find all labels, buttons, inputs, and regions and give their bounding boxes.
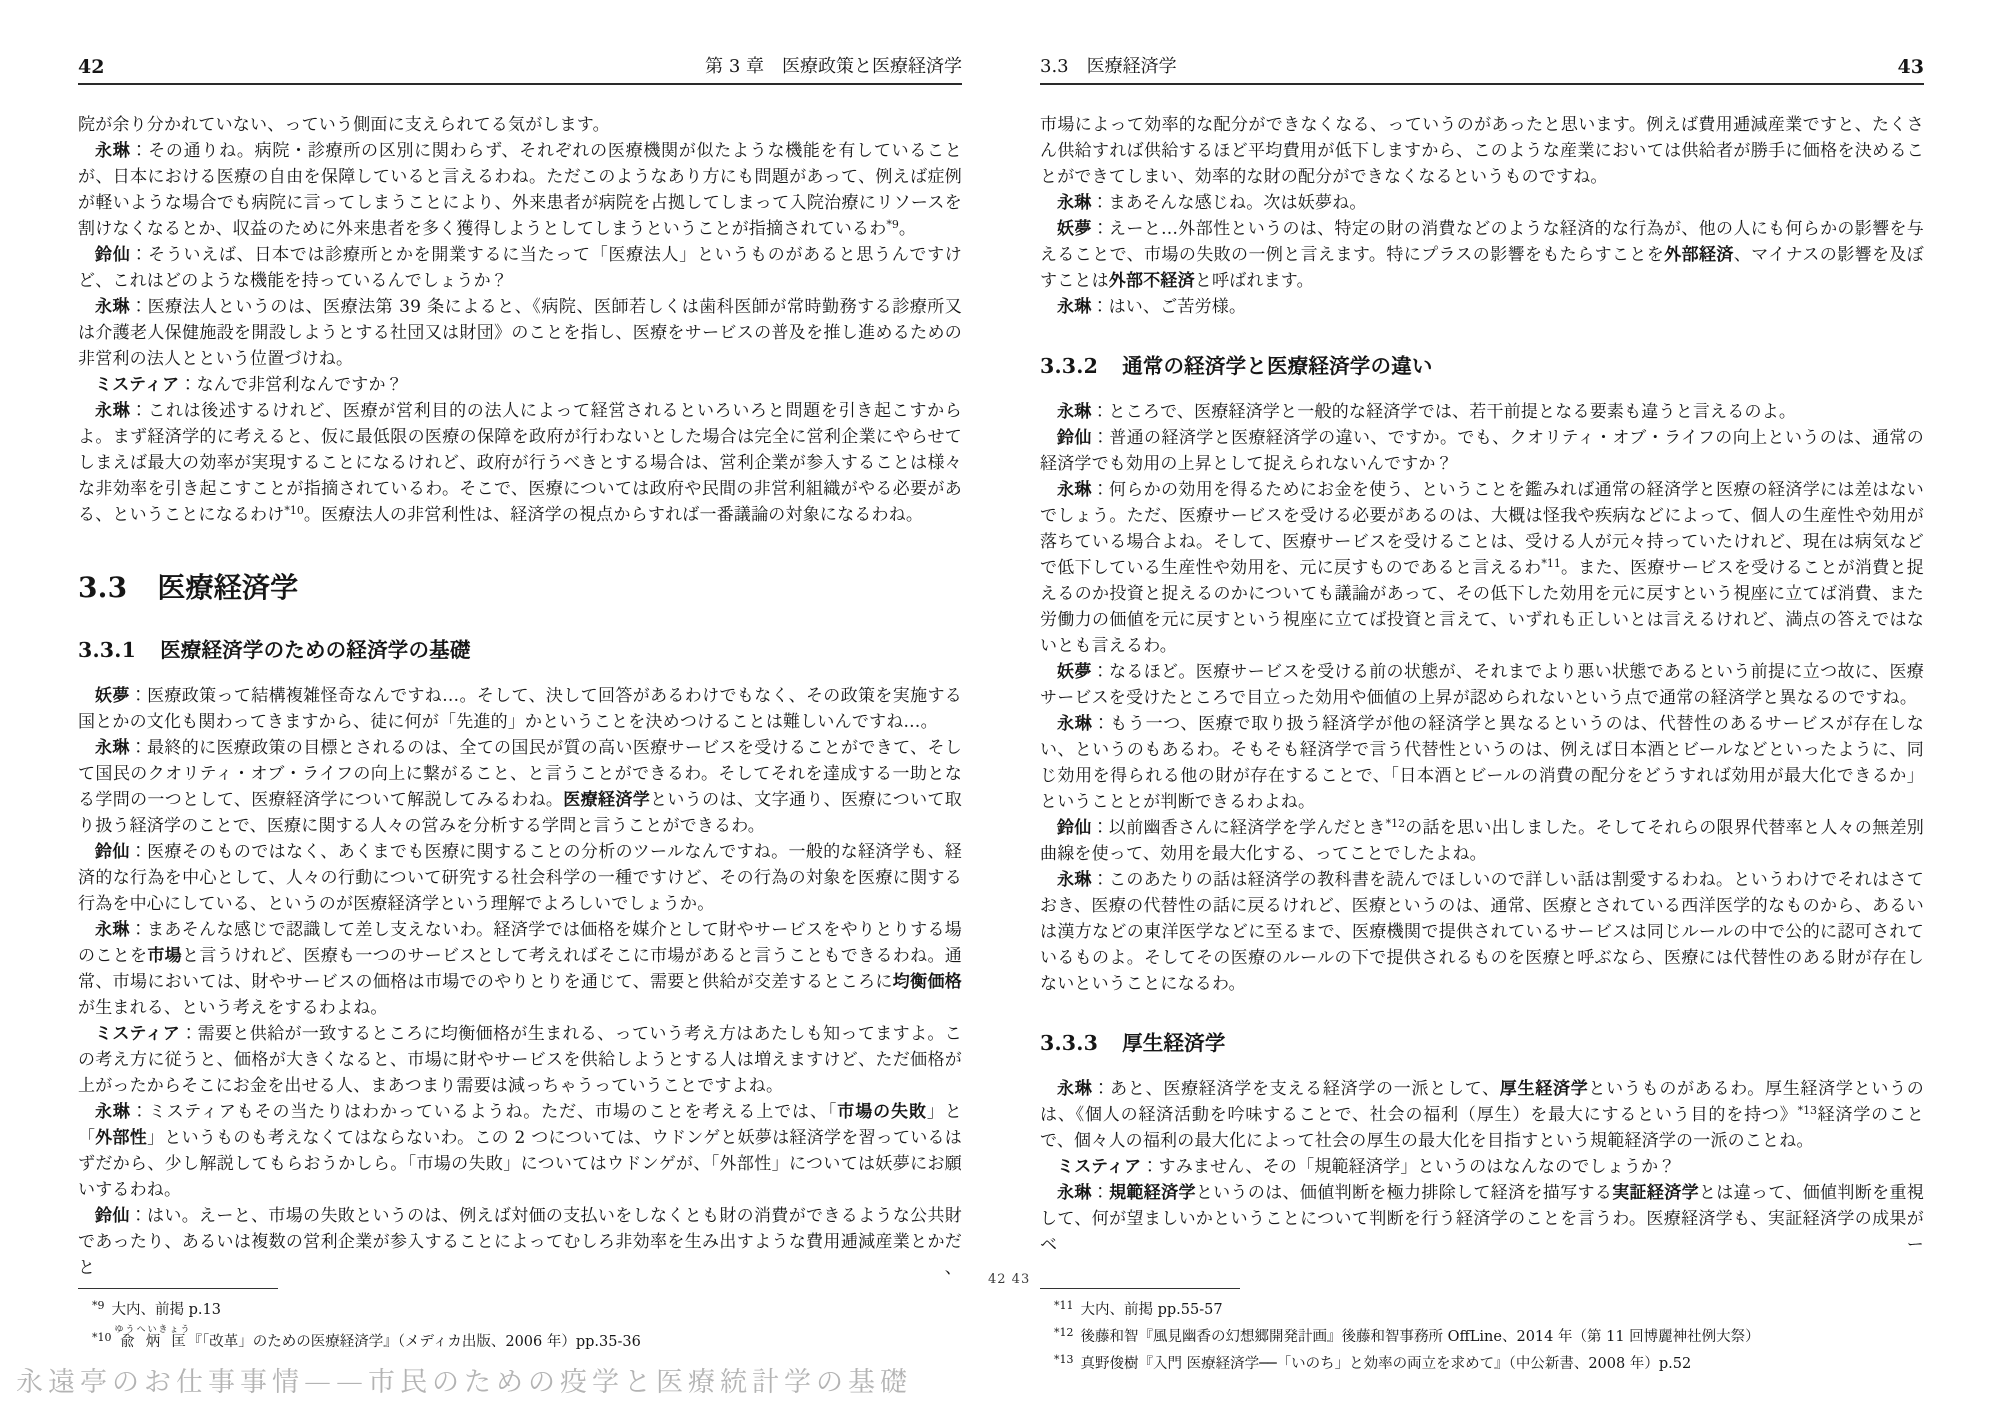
footnote-ref: *13 [1797, 1104, 1818, 1117]
text-segment: ：需要と供給が一致するところに均衡価格が生まれる、っていう考え方はあたしも知ってますよ。この考え方に従うと、価格が大きくなると、市場に財やサービスを供給しようとする人は増えますけど、ただ価格が上がったからそこにお金を出せる人、まあつまり需要は減っちゃうっていうことですよね。 [78, 1024, 962, 1096]
watermark-title: 永遠亭のお仕事事情——市民のための疫学と医療統計学の基礎 [16, 1367, 912, 1398]
text-segment: ：なるほど。医療サービスを受ける前の状態が、それまでより悪い状態であるという前提に立つ故に、医療サービスを受けたところで目立った効用や価値の上昇が認められないという点で通常の経済学と異なるのですね。 [1040, 662, 1924, 708]
text-segment: 院が余り分かれていない、っていう側面に支えられてる気がします。 [78, 115, 610, 135]
key-term: 医療経済学 [563, 790, 651, 810]
speaker-name: 永琳 [95, 401, 131, 421]
heading-number: 3.3.1 [78, 638, 137, 662]
text-segment: 。また、医療サービスを受けることが消費と捉えるのか投資と捉えるのかについても議論があって、その低下した効用を元に戻すという視座に立てば消費、また労働力の価値を元に戻すという視座に立てば投資と言えて、いずれも正しいとは言えるけれど、満点の答えではないとも言えるわ。 [1040, 558, 1924, 656]
text-segment: 」と「 [78, 1102, 963, 1148]
footnotes [1040, 1288, 1924, 1379]
paragraph [1040, 815, 1924, 867]
text-segment: 『「改革」のための医療経済学』（メディカ出版、2006 年）pp.35-36 [187, 1334, 641, 1350]
paragraph [1040, 399, 1924, 425]
key-term: 市場 [147, 946, 183, 966]
heading-number: 3.3.2 [1040, 354, 1099, 378]
text-segment: 大内、前掲 p.13 [111, 1302, 221, 1318]
text-segment: ：ところで、医療経済学と一般的な経済学では、若干前提となる要素も違うと言えるのよ。 [1091, 402, 1797, 422]
text-segment: の話を思い出しました。そしてそれらの限界代替率と人々の無差別曲線を使って、効用を最大化する、ってことでしたよね。 [1040, 818, 1924, 864]
heading-title: 厚生経済学 [1122, 1031, 1226, 1055]
text-segment: 大内、前掲 pp.55-57 [1080, 1302, 1223, 1318]
heading-title: 医療経済学 [157, 571, 299, 604]
footnote [1054, 1325, 1924, 1350]
text-segment: というのは、価値判断を極力排除して経済を描写する [1195, 1183, 1613, 1203]
speaker-name: 永琳 [95, 141, 131, 161]
text-segment: が生まれる、という考えをするわよね。 [78, 998, 388, 1018]
text-segment: ：ミスティアもその当たりはわかっているようね。ただ、市場のことを考える上では、「 [130, 1102, 838, 1122]
paragraph [1040, 190, 1924, 216]
footnote-marker: *13 [1054, 1353, 1074, 1366]
heading-title: 医療経済学のための経済学の基礎 [160, 638, 471, 662]
speaker-name: 永琳 [1057, 714, 1093, 734]
text-segment: と言うけれど、医療も一つのサービスとして考えればそこに市場があると言うこともできるわね。通常、市場においては、財やサービスの価格は市場でのやりとりを通じて、需要と供給が交差するところに [78, 946, 962, 992]
speaker-name: 永琳 [1057, 480, 1092, 500]
footnote-marker: *10 [92, 1331, 112, 1344]
text-segment: ：医療法人というのは、医療法第 39 条によると、《病院、医師若しくは歯科医師が常時勤務する診療所又は介護老人保健施設を開設しようとする社団又は財団》のことを指し、医療をサービスの普及を推し進めるための非営利の法人とという位置づけね。 [78, 297, 963, 369]
footnote-marker: *12 [1054, 1326, 1074, 1339]
page-43 [1040, 0, 1924, 1412]
footnote-ref: *10 [284, 504, 304, 517]
key-term: 外部性 [95, 1128, 148, 1148]
text-segment: ：はい、ご苦労様。 [1091, 297, 1247, 317]
paragraph [1040, 1154, 1924, 1180]
heading-number: 3.3 [78, 571, 128, 604]
text-segment: ：はい。えーと、市場の失敗というのは、例えば対価の支払いをしなくとも財の消費ができるような公共財であったり、あるいは複数の営利企業が参入することによってむしろ非効率を生み出すような費用逓減産業とかだと、 [78, 1206, 962, 1278]
text-segment: ：このあたりの話は経済学の教科書を読んでほしいので詳しい話は割愛するわね。というわけでそれはさておき、医療の代替性の話に戻るけれど、医療というのは、通常、医療とされている西洋医学的なものから、あるいは漢方などの東洋医学などに至るまで、医療機関で提供されているサービスは同じルールの中で公的に認可されているものよ。そしてその医療のルールの下で提供されるものを医療と呼ぶなら、医療には代替性のある財が存在しないということになるわ。 [1040, 870, 1924, 994]
key-term: 市場の失敗 [837, 1102, 927, 1122]
heading-title: 通常の経済学と医療経済学の違い [1122, 354, 1433, 378]
paragraph [78, 917, 962, 1021]
text-segment: ：普通の経済学と医療経済学の違い、ですか。でも、クオリティ・オブ・ライフの向上というのは、通常の経済学でも効用の上昇として捉えられないんですか？ [1040, 428, 1924, 474]
text-segment: ：何らかの効用を得るためにお金を使う、ということを鑑みれば通常の経済学と医療の経済学には差はないでしょう。ただ、医療サービスを受ける必要があるのは、大概は怪我や疾病などによって、個人の生産性や効用が落ちている場合よね。そして、医療サービスを受けることは、受ける人が元々持っていたけれど、現在は病気などで低下している生産性や効用を、元に戻すものであると言えるわ [1040, 480, 1924, 578]
key-term: 外部不経済 [1108, 271, 1195, 291]
paragraph [1040, 1076, 1924, 1154]
text-segment: というのは、文字通り、医療について取り扱う経済学のことで、医療に関する人々の営みを分析する学問と言うことができるわ。 [78, 790, 962, 836]
speaker-name: ミスティア [1057, 1157, 1142, 1177]
footnote-marker: *11 [1054, 1299, 1074, 1312]
text-segment: 真野俊樹『入門 医療経済学──「いのち」と効率の両立を求めて』（中公新書、2008 年）p.52 [1080, 1356, 1692, 1372]
text-segment: ：医療そのものではなく、あくまでも医療に関することの分析のツールなんですね。一般的な経済学も、経済的な行為を中心として、人々の行動について研究する社会科学の一種ですけど、その行為の対象を医療に関する行為を中心にしている、というのが医療経済学という理解でよろしいでしょうか。 [78, 842, 963, 914]
text-segment: 経済学のことで、個々人の福利の最大化によって社会の厚生の最大化を目指すという規範経済学の一派のことね。 [1040, 1105, 1925, 1151]
paragraph [78, 683, 962, 735]
text-segment: ： [1091, 1183, 1110, 1203]
text-segment: ：えーと…外部性というのは、特定の財の消費などのような経済的な行為が、他の人にも何らかの影響を与えることで、市場の失敗の一例と言えます。特にプラスの影響をもたらすことを [1040, 219, 1924, 265]
subsection-heading [1040, 1031, 1924, 1056]
paragraph [78, 294, 962, 372]
text-segment: とは違って、価値判断を重視して、何が望ましいかということについて判断を行う経済学のことを言うわ。医療経済学も、実証経済学の成果がベー [1040, 1183, 1925, 1255]
paragraph [78, 735, 962, 839]
footnote [92, 1298, 962, 1323]
speaker-name: 永琳 [95, 920, 130, 940]
footnote-rule [1040, 1288, 1240, 1289]
text-segment: 市場によって効率的な配分ができなくなる、っていうのがあったと思います。例えば費用逓減産業ですと、たくさん供給すれば供給するほど平均費用が低下しますから、このような産業においては供給者が勝手に価格を決めることができてしまい、効率的な財の配分ができなくなるというものですね。 [1040, 115, 1924, 187]
page-number: 42 [78, 56, 105, 78]
paragraph [1040, 294, 1924, 320]
paragraph [78, 138, 962, 242]
ruby-name: 兪炳匡ゆうへいきょう [114, 1325, 192, 1350]
footnote-ref: *11 [1541, 557, 1561, 570]
running-header-chapter: 第 3 章 医療政策と医療経済学 [705, 56, 962, 77]
speaker-name: 永琳 [1057, 1183, 1092, 1203]
paragraph [1040, 867, 1924, 997]
text-segment: ：もう一つ、医療で取り扱う経済学が他の経済学と異なるというのは、代替性のあるサービスが存在しない、というのもあるわ。そもそも経済学で言う代替性というのは、例えば日本酒とビールなどといったように、同じ効用を得られる他の財が存在することで、「日本酒とビールの消費の配分をどうすれば効用が最大化できるか」ということとが判断できるわよね。 [1040, 714, 1924, 812]
paragraph [78, 1021, 962, 1099]
speaker-name: ミスティア [95, 375, 180, 395]
text-segment: と呼ばれます。 [1194, 271, 1314, 291]
paragraph [78, 398, 962, 528]
speaker-name: 永琳 [1057, 1079, 1093, 1099]
text-segment: ：その通りね。病院・診療所の区別に関わらず、それぞれの医療機関が似たような機能を有していることが、日本における医療の自由を保障していると言えるわね。ただこのようなあり方にも問題があって、例えば症例が軽いような場合でも病院に言ってしまうことにより、外来患者が病院を占拠してしまって入院治療にリソースを割けなくなるとか、収益のために外来患者を多く獲得しようとしてしまうということが指摘されているわ [78, 141, 962, 239]
page-number: 43 [1897, 56, 1924, 78]
paragraph [1040, 659, 1924, 711]
footnote-marker: *9 [92, 1299, 105, 1312]
text-segment: ：なんで非営利なんですか？ [179, 375, 403, 395]
text-segment: ：これは後述するけれど、医療が営利目的の法人によって経営されるといろいろと問題を引き起こすからよ。まず経済学的に考えると、仮に最低限の医療の保障を政府が行わないとした場合は完全に営利企業にやらせてしまえば最大の効率が実現することになるけれど、政府が行うべきとする場合は、営利企業が参入することは様々な非効率を引き起こすことが指摘されているわ。そこで、医療については政府や民間の非営利組織がやる必要がある、ということになるわけ [78, 401, 962, 525]
speaker-name: 鈴仙 [95, 1206, 130, 1226]
text-segment: 、マイナスの影響を及ぼすことは [1040, 245, 1924, 291]
footnote [92, 1325, 962, 1355]
key-term: 外部経済 [1664, 245, 1734, 265]
paragraph [78, 112, 962, 138]
speaker-name: 永琳 [1057, 870, 1092, 890]
speaker-name: 鈴仙 [1057, 818, 1092, 838]
page-header [1040, 56, 1924, 85]
page-42 [78, 0, 962, 1412]
paragraph [1040, 112, 1924, 190]
speaker-name: 妖夢 [95, 686, 130, 706]
key-term: 均衡価格 [892, 972, 962, 992]
speaker-name: 鈴仙 [95, 245, 131, 265]
text-segment: 後藤和智『風見幽香の幻想郷開発計画』後藤和智事務所 OffLine、2014 年（第 11 回博麗神社例大祭） [1080, 1329, 1760, 1345]
footnote [1054, 1298, 1924, 1323]
text-segment: ：すみません、その「規範経済学」というのはなんなのでしょうか？ [1141, 1157, 1676, 1177]
paragraph [1040, 711, 1924, 815]
paragraph [1040, 425, 1924, 477]
key-term: 厚生経済学 [1499, 1079, 1589, 1099]
footnote [1054, 1352, 1924, 1377]
footnote-ref: *12 [1385, 817, 1406, 830]
paragraph [1040, 477, 1924, 659]
paragraph [78, 1203, 962, 1281]
speaker-name: 鈴仙 [95, 842, 130, 862]
footnote-rule [78, 1288, 278, 1289]
text-segment: ：医療政策って結構複雑怪奇なんですね…。そして、決して回答があるわけでもなく、その政策を実施する国とかの文化も関わってきますから、徒に何が「先進的」かということを決めつけることは難しいんですね…。 [78, 686, 962, 732]
speaker-name: 永琳 [1057, 297, 1092, 317]
heading-number: 3.3.3 [1040, 1031, 1099, 1055]
page-body [1040, 112, 1924, 1258]
key-term: 規範経済学 [1109, 1183, 1196, 1203]
section-heading [78, 572, 962, 604]
text-segment: ：あと、医療経済学を支える経済学の一派として、 [1092, 1079, 1500, 1099]
text-segment: というものがあるわ。厚生経済学というのは、《個人の経済活動を吟味することで、社会の福利（厚生）を最大にするという目的を持つ》 [1040, 1079, 1925, 1125]
speaker-name: 妖夢 [1057, 662, 1092, 682]
key-term: 実証経済学 [1612, 1183, 1699, 1203]
text-segment: 。医療法人の非営利性は、経済学の視点からすれば一番議論の対象になるわね。 [303, 505, 924, 525]
page-body [78, 112, 962, 1281]
text-segment: ：まあそんな感じね。次は妖夢ね。 [1091, 193, 1367, 213]
speaker-name: 永琳 [95, 1102, 131, 1122]
paragraph [78, 242, 962, 294]
speaker-name: 鈴仙 [1057, 428, 1092, 448]
footnotes [78, 1288, 962, 1357]
subsection-heading [1040, 354, 1924, 379]
running-header-section: 3.3 医療経済学 [1040, 56, 1177, 77]
footnote-ref: *9 [886, 218, 899, 231]
page-header [78, 56, 962, 85]
paragraph [78, 372, 962, 398]
paragraph [78, 1099, 962, 1203]
text-segment: ：まあそんな感じで認識して差し支えないわ。経済学では価格を媒介として財やサービスをやりとりする場のことを [78, 920, 962, 966]
text-segment: ：以前幽香さんに経済学を学んだとき [1091, 818, 1386, 838]
speaker-name: 永琳 [95, 297, 131, 317]
paragraph [78, 839, 962, 917]
subsection-heading [78, 638, 962, 663]
text-segment: ：そういえば、日本では診療所とかを開業するに当たって「医療法人」というものがあると思うんですけど、これはどのような機能を持っているんでしょうか？ [78, 245, 962, 291]
gutter-page-marker: 42 43 [988, 1272, 1031, 1287]
paragraph [1040, 1180, 1924, 1258]
text-segment: ：最終的に医療政策の目標とされるのは、全ての国民が質の高い医療サービスを受けることができて、そして国民のクオリティ・オブ・ライフの向上に繋がること、と言うことができるわ。そしてそれを達成する一助となる学問の一つとして、医療経済学について解説してみるわね。 [78, 738, 962, 810]
speaker-name: 妖夢 [1057, 219, 1092, 239]
text-segment: 」というものも考えなくてはならないわ。この 2 つについては、ウドンゲと妖夢は経済学を習っているはずだから、少し解説してもらおうかしら。「市場の失敗」についてはウドンゲが、「外部性」については妖夢にお願いするわね。 [78, 1128, 963, 1200]
speaker-name: 永琳 [95, 738, 130, 758]
paragraph [1040, 216, 1924, 294]
text-segment: 。 [898, 219, 917, 239]
speaker-name: ミスティア [95, 1024, 181, 1044]
speaker-name: 永琳 [1057, 193, 1092, 213]
speaker-name: 永琳 [1057, 402, 1092, 422]
